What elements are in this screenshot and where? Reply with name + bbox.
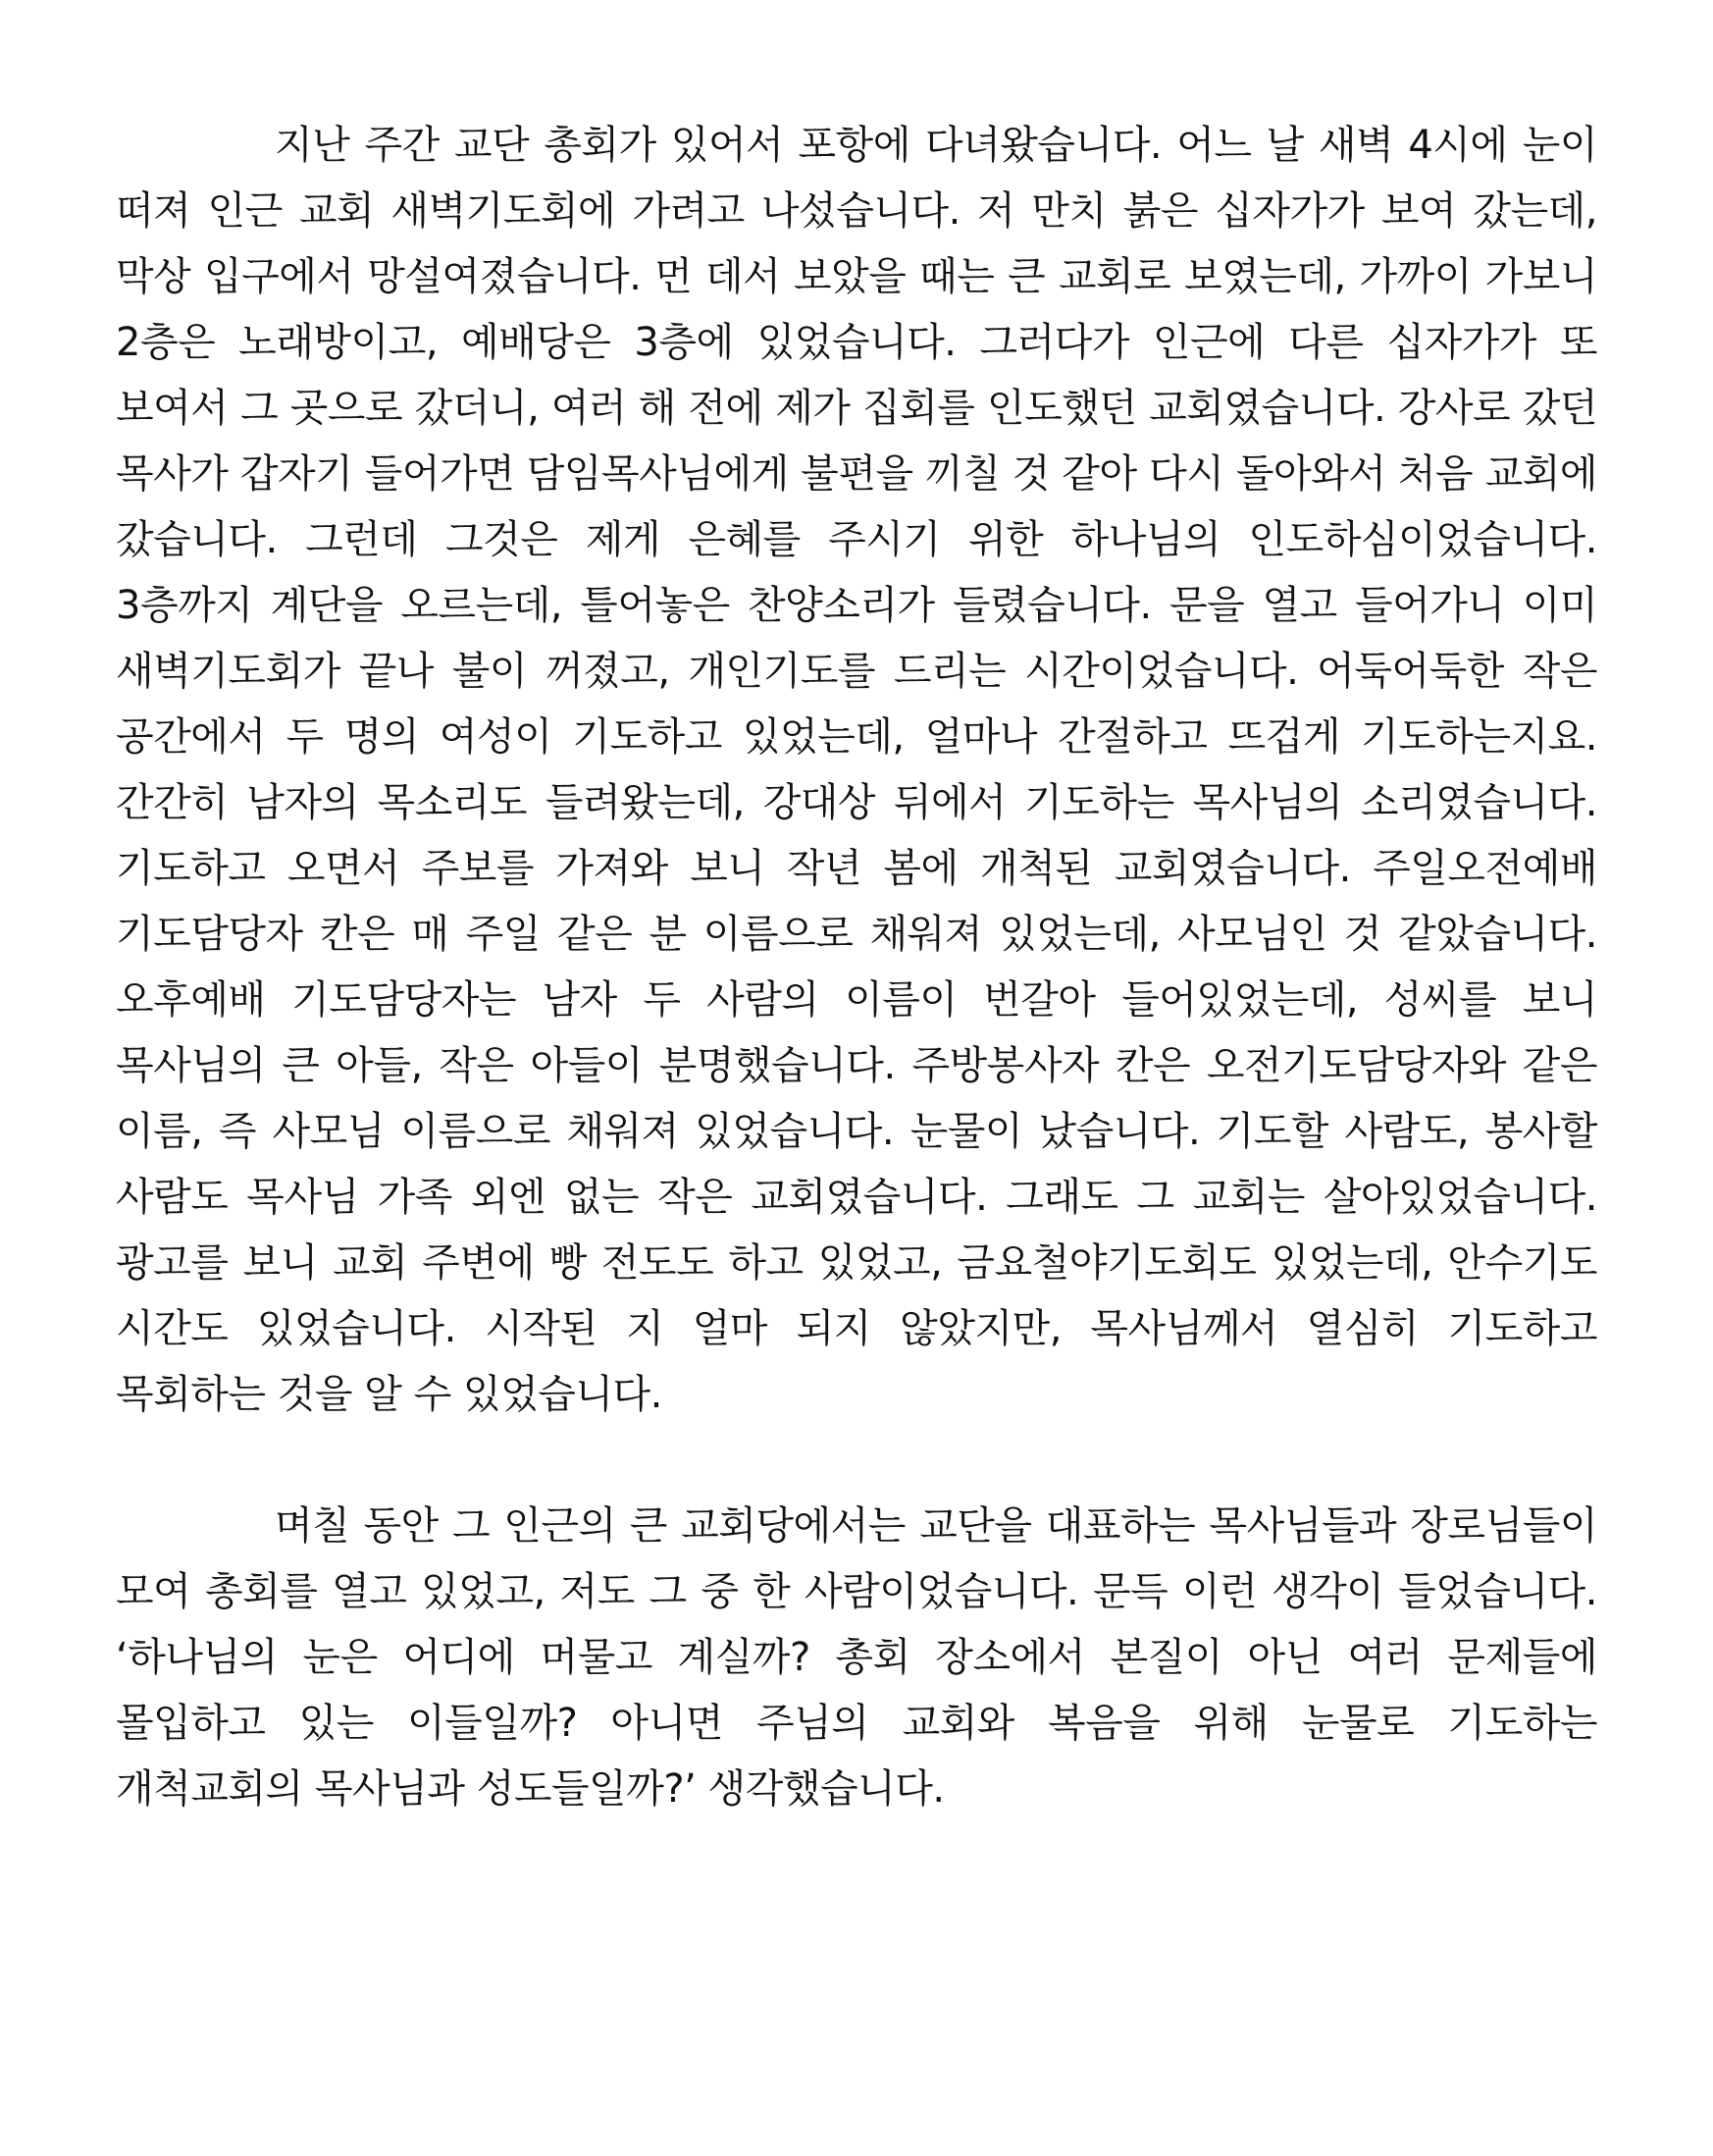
document-page — [116, 113, 1597, 1822]
paragraph-1: 지난 주간 교단 총회가 있어서 포항에 다녀왔습니다. 어느 날 새벽 4시에 눈이 떠져 인근 교회 새벽기도회에 가려고 나섰습니다. 저 만치 붉은 십자가가 보여 갔는데, 막상 입구에서 망설여졌습니다. 먼 데서 보았을 때는 큰 교회로 보였는데, 가까이 가보니 2층은 노래방이고, 예배당은 3층에 있었습니다. 그러다가 인근에 다른 십자가가 또 보여서 그 곳으로 갔더니, 여러 해 전에 제가 집회를 인도했던 교회였습니다. 강사로 갔던 목사가 갑자기 들어가면 담임목사님에게 불편을 끼칠 것 같아 다시 돌아와서 처음 교회에 갔습니다. 그런데 그것은 제게 은혜를 주시기 위한 하나님의 인도하심이었습니다. 3층까지 계단을 오르는데, 틀어놓은 찬양소리가 들렸습니다. 문을 열고 들어가니 이미 새벽기도회가 끝나 불이 꺼졌고, 개인기도를 드리는 시간이었습니다. 어둑어둑한 작은 공간에서 두 명의 여성이 기도하고 있었는데, 얼마나 간절하고 뜨겁게 기도하는지요. 간간히 남자의 목소리도 들려왔는데, 강대상 뒤에서 기도하는 목사님의 소리였습니다. 기도하고 오면서 주보를 가져와 보니 작년 봄에 개척된 교회였습니다. 주일오전예배 기도담당자 칸은 매 주일 같은 분 이름으로 채워져 있었는데, 사모님인 것 같았습니다. 오후예배 기도담당자는 남자 두 사람의 이름이 번갈아 들어있었는데, 성씨를 보니 목사님의 큰 아들, 작은 아들이 분명했습니다. 주방봉사자 칸은 오전기도담당자와 같은 이름, 즉 사모님 이름으로 채워져 있었습니다. 눈물이 났습니다. 기도할 사람도, 봉사할 사람도 목사님 가족 외엔 없는 작은 교회였습니다. 그래도 그 교회는 살아있었습니다. 광고를 보니 교회 주변에 빵 전도도 하고 있었고, 금요철야기도회도 있었는데, 안수기도 시간도 있었습니다. 시작된 지 얼마 되지 않았지만, 목사님께서 열심히 기도하고 목회하는 것을 알 수 있었습니다. — [116, 123, 1597, 1417]
paragraph-2: 며칠 동안 그 인근의 큰 교회당에서는 교단을 대표하는 목사님들과 장로님들이 모여 총회를 열고 있었고, 저도 그 중 한 사람이었습니다. 문득 이런 생각이 들었습니다. ‘하나님의 눈은 어디에 머물고 계실까? 총회 장소에서 본질이 아닌 여러 문제들에 몰입하고 있는 이들일까? 아니면 주님의 교회와 복음을 위해 눈물로 기도하는 개척교회의 목사님과 성도들일까?’ 생각했습니다. — [116, 1503, 1597, 1812]
